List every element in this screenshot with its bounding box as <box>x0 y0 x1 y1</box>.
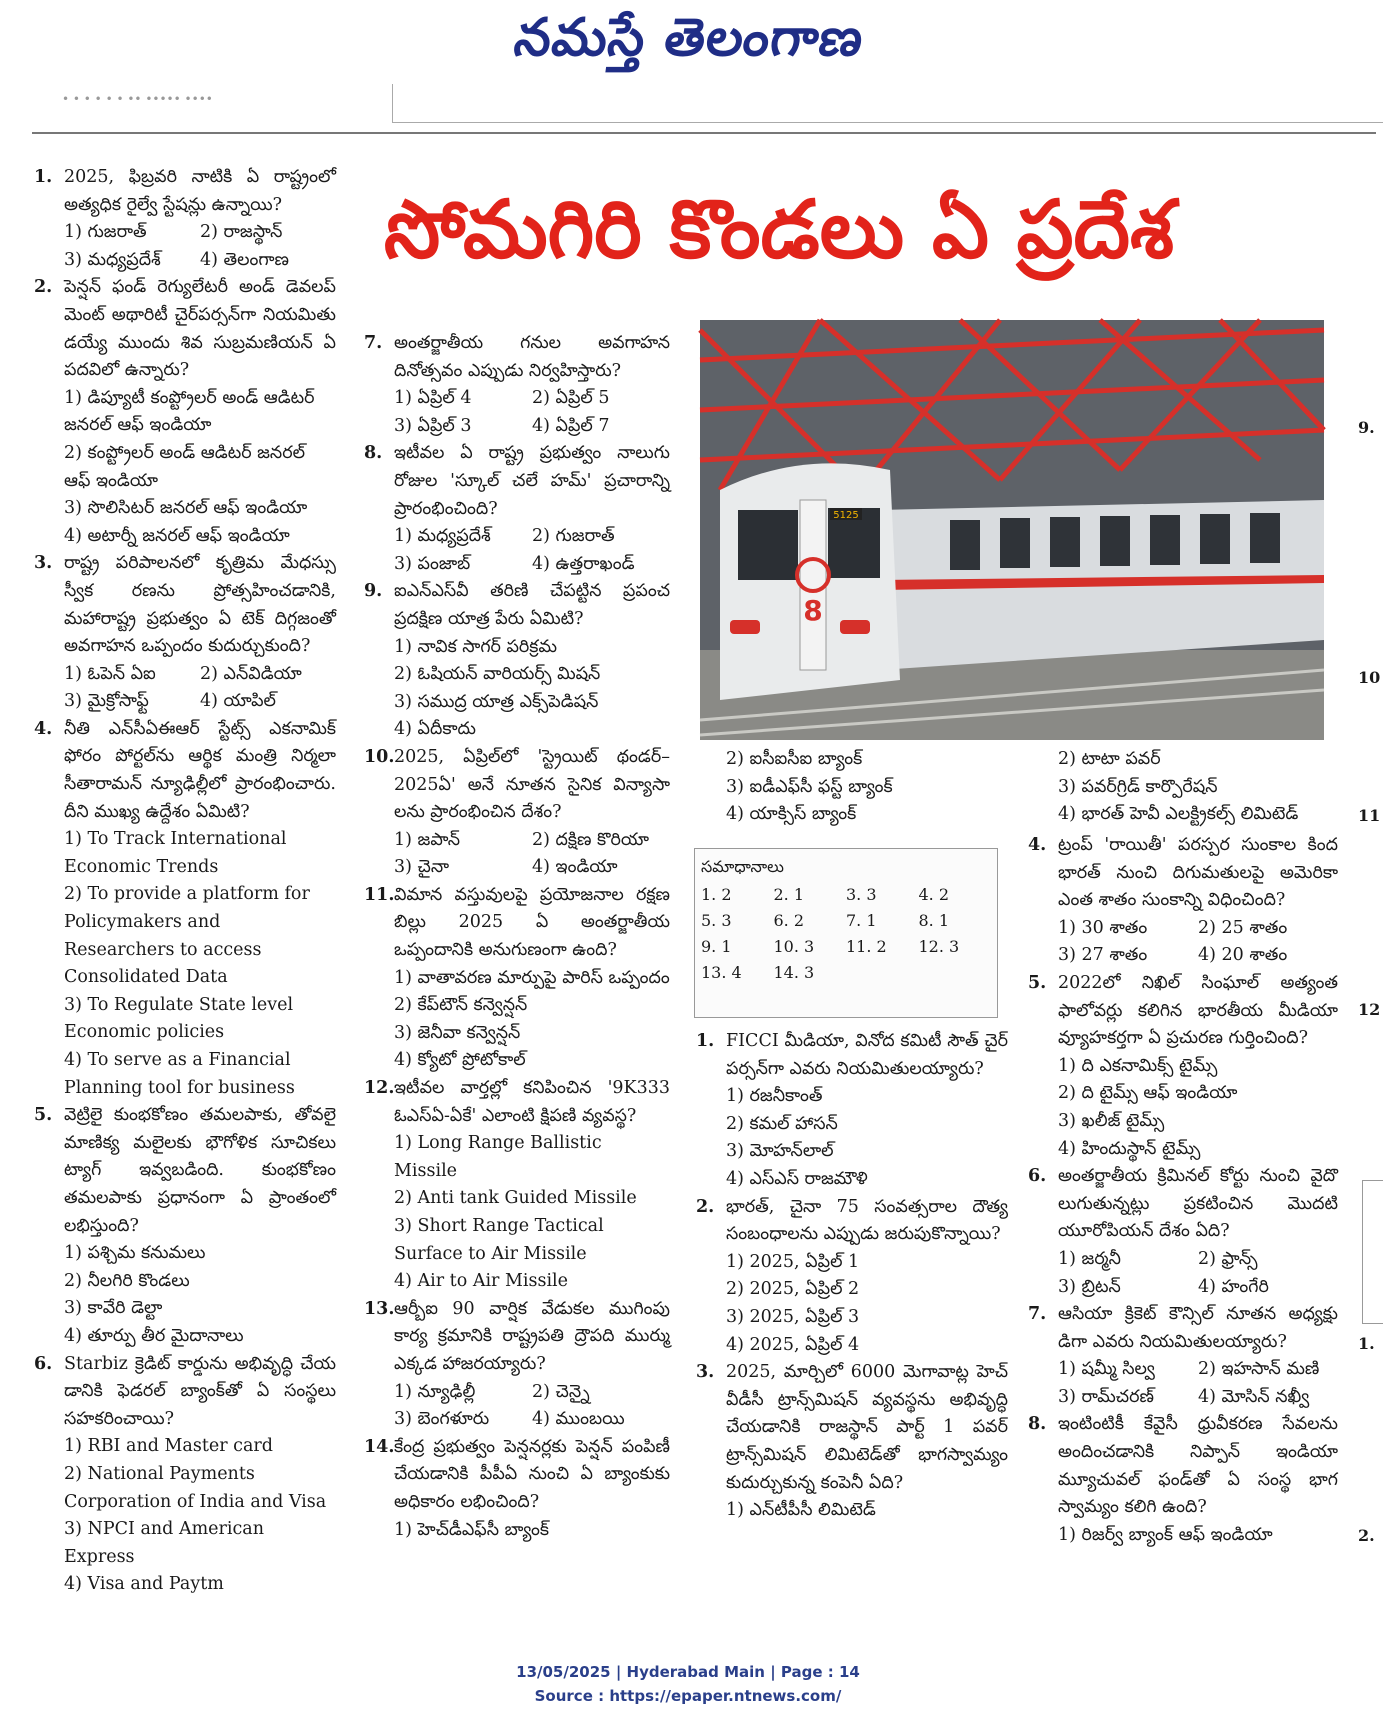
option: 2) 2025, ఏప్రిల్ 2 <box>726 1279 860 1300</box>
question-text: పెన్షన్ ఫండ్ రెగ్యులేటరీ అండ్ డెవలప్ మెంట్ అథారిటీ చైర్‌పర్సన్‌గా నియమితు డయ్యే ముందు శివ సుబ్రమణియన్ ఏ పదవిలో ఉన్నారు? <box>64 277 336 381</box>
question-item <box>1028 970 1338 1163</box>
option: 1) Long Range Ballistic Missile <box>394 1133 602 1181</box>
option: 1) రజనీకాంత్ <box>726 1086 823 1107</box>
option-row <box>64 661 336 689</box>
question-item <box>1028 1301 1338 1411</box>
option-row <box>394 827 670 855</box>
option: 3) బ్రిటన్ <box>1058 1276 1121 1297</box>
column-4-continuation <box>1058 746 1338 829</box>
options <box>696 1497 1008 1525</box>
header-rule <box>32 132 1376 134</box>
question-row <box>696 1028 1008 1083</box>
option: 4) క్యోటో ప్రోటోకాల్ <box>394 1050 526 1071</box>
question-row <box>34 1102 336 1240</box>
option: 4) 20 శాతం <box>1198 945 1288 966</box>
question-number: 1. <box>696 1031 715 1051</box>
option: 1) ది ఎకనామిక్స్ టైమ్స్ <box>1058 1055 1218 1076</box>
question-text: నీతి ఎన్‌సీఏఈఆర్ స్టేట్స్ ఎకనామిక్ ఫోరం పోర్టల్‌ను ఆర్థిక మంత్రి నిర్మలా సీతారామన్ న్యూఢిల్లీలో ప్రారంభించారు. దీని ముఖ్య ఉద్దేశం ఏమిటి? <box>64 718 336 822</box>
question-row <box>364 1075 670 1130</box>
train-display-code: 5125 <box>833 510 859 521</box>
option-row <box>64 219 336 247</box>
edge-box <box>1362 1180 1383 1324</box>
question-number: 2. <box>696 1196 715 1217</box>
option: 3) సొలిసిటర్ జనరల్ ఆఫ్ ఇండియా <box>64 498 308 519</box>
option: 4) ఏప్రిల్ 7 <box>532 415 610 436</box>
question-text: 2025, మార్చిలో 6000 మెగావాట్ల హెచ్ వీడీసీ ట్రాన్స్‌మిషన్ వ్యవస్థను అభివృద్ధి చేయడానికి రాజస్థాన్ పార్ట్ 1 పవర్ ట్రాన్స్‌మిషన్ లిమిటెడ్‌తో భాగస్వామ్యం కుదుర్చుకున్న కంపెనీ ఏది? <box>726 1362 1008 1493</box>
answer-item: 4. 2 <box>918 885 950 904</box>
train-number: 8 <box>803 594 823 627</box>
option: 3) కావేరి డెల్టా <box>64 1298 163 1319</box>
option: 4) ఏదీకాదు <box>394 719 476 740</box>
question-text: ట్రంప్ 'రాయితీ' పరస్పర సుంకాల కింద భారత్ నుంచి దిగుమతులపై అమెరికా ఎంత శాతం సుంకాన్ని విధించింది? <box>1058 835 1338 911</box>
question-text: అంతర్జాతీయ క్రిమినల్ కోర్టు నుంచి వైదొ లుగుతున్నట్లు ప్రకటించిన మొదటి యూరోపియన్ దేశం ఏది? <box>1058 1166 1338 1242</box>
question-text: FICCI మీడియా, వినోద కమిటీ సౌత్ చైర్ పర్సన్‌గా ఎవరు నియమితులయ్యారు? <box>726 1031 1008 1079</box>
option: 1) వాతావరణ మార్పుపై పారిస్ ఒప్పందం <box>394 967 670 988</box>
question-number: 4. <box>34 718 53 739</box>
answer-item: 13. 4 <box>701 963 742 982</box>
column-3 <box>696 1028 1008 1525</box>
option-row <box>394 551 670 579</box>
option: 1) ఏప్రిల్ 4 <box>394 388 472 409</box>
option: 4) హంగేరి <box>1198 1276 1269 1297</box>
option: 3) 27 శాతం <box>1058 945 1148 966</box>
options <box>34 661 336 716</box>
column-1 <box>34 164 336 1599</box>
question-row <box>364 330 670 385</box>
option: 3) మైక్రోసాఫ్ట్ <box>64 691 149 712</box>
option: 4) యాపిల్ <box>200 691 276 712</box>
option-row <box>394 854 670 882</box>
answer-item: 7. 1 <box>846 911 877 930</box>
question-text: ఆర్బీఐ 90 వార్షిక వేడుకల ముగింపు కార్య క్రమానికి రాష్ట్రపతి ద్రౌపది ముర్ము ఎక్కడ హాజరయ్యారు? <box>394 1298 670 1374</box>
question-item <box>34 164 336 274</box>
question-text: 2022లో నిఖిల్ సింఘాల్ అత్యంత ఫాలోవర్లు కలిగిన భారతీయ మీడియా వ్యూహకర్తగా ఏ ప్రచురణ గుర్తించింది? <box>1058 972 1338 1049</box>
option: 2) ఎన్‌విడియా <box>200 663 302 684</box>
question-row <box>1028 1411 1338 1521</box>
question-row <box>364 1434 670 1517</box>
edge-number: 12 <box>1358 1000 1381 1019</box>
options <box>1028 1053 1338 1163</box>
question-row <box>1028 1163 1338 1246</box>
option: 1) To Track International Economic Trends <box>64 829 287 877</box>
option-row <box>394 385 670 413</box>
option: 1) 30 శాతం <box>1058 917 1148 938</box>
column-2 <box>364 330 670 1544</box>
answer-item: 12. 3 <box>918 937 960 956</box>
option: 3) మోహన్‌లాల్ <box>726 1141 834 1162</box>
options <box>364 523 670 578</box>
options <box>34 385 336 551</box>
question-item <box>696 1028 1008 1194</box>
option: 4) 2025, ఏప్రిల్ 4 <box>726 1334 860 1355</box>
option: 4) ఉత్తరాఖండ్ <box>532 553 635 574</box>
option: 3) Short Range Tactical Surface to Air Missile <box>394 1216 604 1264</box>
option: 2) దక్షిణ కొరియా <box>532 829 650 850</box>
option: 4) మోసిన్ నఖ్వీ <box>1198 1386 1310 1407</box>
option: 2) నీలగిరి కొండలు <box>64 1270 190 1291</box>
option: 1) మధ్యప్రదేశ్ <box>394 526 491 547</box>
option-row <box>394 413 670 441</box>
options <box>364 385 670 440</box>
question-row <box>34 164 336 219</box>
question-row <box>364 440 670 523</box>
footer <box>0 1660 1376 1708</box>
option: 1) RBI and Master card <box>64 1436 273 1457</box>
option-row <box>1058 1274 1338 1302</box>
option-row <box>1058 1384 1338 1412</box>
question-item <box>696 1194 1008 1360</box>
column-3-continuation <box>726 746 1006 829</box>
question-number: 11. <box>364 884 395 905</box>
option: 1) డిప్యూటీ కంప్ట్రోలర్ అండ్ ఆడిటర్ జనరల్ ఆఫ్ ఇండియా <box>64 387 315 436</box>
option: 4) భారత్ హెవీ ఎలక్ట్రికల్స్ లిమిటెడ్ <box>1058 804 1299 825</box>
question-row <box>1028 832 1338 915</box>
answer-item: 9. 1 <box>701 937 732 956</box>
options <box>364 965 670 1075</box>
answer-item: 5. 3 <box>701 911 732 930</box>
option: 4) యాక్సిస్ బ్యాంక్ <box>726 804 857 825</box>
option-row <box>1058 1246 1338 1274</box>
answers-box <box>694 848 998 1018</box>
answer-item: 2. 1 <box>773 885 805 904</box>
question-row <box>696 1194 1008 1249</box>
options <box>364 1517 670 1545</box>
option: 3) పంజాబ్ <box>394 553 471 574</box>
question-text: కేంద్ర ప్రభుత్వం పెన్షనర్లకు పెన్షన్ పంపిణీ చేయడానికి పీపీఏ నుంచి ఏ బ్యాంకుకు అధికారం లభించింది? <box>394 1436 670 1512</box>
edge-number: 1. <box>1358 1334 1375 1353</box>
option: 4) తూర్పు తీర మైదానాలు <box>64 1325 244 1346</box>
question-number: 6. <box>34 1353 53 1374</box>
option: 2) Anti tank Guided Missile <box>394 1188 637 1209</box>
option: 1) హెచ్‌డీఎఫ్‌సీ బ్యాంక్ <box>394 1519 549 1540</box>
option: 4) ఇండియా <box>532 857 618 878</box>
option: 2) 25 శాతం <box>1198 917 1288 938</box>
question-item <box>1028 1163 1338 1301</box>
question-number: 2. <box>34 277 53 298</box>
question-row <box>34 1351 336 1434</box>
option: 3) ఏప్రిల్ 3 <box>394 415 472 436</box>
option: 3) చైనా <box>394 857 450 878</box>
option-row <box>394 523 670 551</box>
option: 3) పవర్‌గ్రిడ్ కార్పొరేషన్ <box>1058 776 1218 797</box>
option: 3) మధ్యప్రదేశ్ <box>64 249 161 270</box>
question-item <box>364 578 670 744</box>
option: 4) ముంబయి <box>532 1409 625 1430</box>
question-item <box>364 440 670 578</box>
answer-item: 14. 3 <box>773 963 815 982</box>
option: 2) ఇహసాన్ మణి <box>1198 1359 1320 1380</box>
question-text: ఇటీవల ఏ రాష్ట్ర ప్రభుత్వం నాలుగు రోజుల 'స్కూల్ చలే హమ్' ప్రచారాన్ని ప్రారంభించింది? <box>394 443 670 519</box>
question-item <box>1028 832 1338 970</box>
options <box>696 1083 1008 1193</box>
question-number: 3. <box>34 553 53 574</box>
question-item <box>364 1075 670 1296</box>
question-row <box>1028 1301 1338 1356</box>
option: 4) అటార్నీ జనరల్ ఆఫ్ ఇండియా <box>64 525 290 546</box>
question-number: 8. <box>364 443 383 464</box>
option: 1) నావిక సాగర్ పరిక్రమ <box>394 636 557 657</box>
question-number: 7. <box>1028 1304 1047 1325</box>
edge-number: 2. <box>1358 1526 1375 1545</box>
question-item <box>364 744 670 882</box>
question-item <box>364 1434 670 1544</box>
question-text: ఇంటింటికీ కేవైసీ ధ్రువీకరణ సేవలను అందించడానికి నిప్పాన్ ఇండియా మ్యూచువల్ ఫండ్‌తో ఏ సంస్థ భాగ స్వామ్యం కలిగి ఉంది? <box>1058 1414 1338 1518</box>
option: 1) జర్మనీ <box>1058 1248 1121 1269</box>
options <box>364 827 670 882</box>
option: 3) రామ్‌చరణ్ <box>1058 1386 1154 1407</box>
answer-item: 1. 2 <box>701 885 732 904</box>
option: 1) రిజర్వ్ బ్యాంక్ ఆఫ్ ఇండియా <box>1058 1524 1273 1545</box>
option: 2) ఫ్రాన్స్ <box>1198 1248 1258 1269</box>
column-4 <box>1028 832 1338 1549</box>
answer-item: 11. 2 <box>846 937 887 956</box>
options <box>34 219 336 274</box>
option: 4) Visa and Paytm <box>64 1574 224 1595</box>
option-row <box>1058 1356 1338 1384</box>
footer-edition-line: 13/05/2025 | Hyderabad Main | Page : 14 <box>516 1663 860 1681</box>
question-number: 7. <box>364 333 383 353</box>
question-text: 2025, ఏప్రిల్‌లో 'స్ట్రెయిట్ థండర్–2025ఏ' అనే నూతన సైనిక విన్యాసా లను ప్రారంభించిన దేశం? <box>394 746 670 823</box>
question-number: 12. <box>364 1078 395 1099</box>
answer-item: 8. 1 <box>918 911 950 930</box>
option-row <box>394 1406 670 1434</box>
metro-train-illustration <box>700 320 1324 740</box>
question-row <box>34 274 336 384</box>
question-text: భారత్, చైనా 75 సంవత్సరాల దౌత్య సంబంధాలను ఎప్పుడు జరుపుకొన్నాయి? <box>726 1196 1008 1245</box>
option-row <box>394 1379 670 1407</box>
question-text: ఆసియా క్రికెట్ కౌన్సిల్ నూతన అధ్యక్షు డిగా ఎవరు నియమితులయ్యారు? <box>1058 1304 1338 1352</box>
masthead-strip-text: • • • • • • •• ••••• •••• <box>62 92 213 106</box>
options <box>1028 1356 1338 1411</box>
question-row <box>696 1359 1008 1497</box>
question-text: 2025, ఫిబ్రవరి నాటికి ఏ రాష్ట్రంలో అత్యధిక రైల్వే స్టేషన్లు ఉన్నాయి? <box>64 167 336 215</box>
question-item <box>34 550 336 716</box>
option: 4) ఎస్ఎస్ రాజమౌళి <box>726 1168 868 1189</box>
question-row <box>364 882 670 965</box>
question-row <box>34 716 336 826</box>
option: 2) కంప్ట్రోలర్ అండ్ ఆడిటర్ జనరల్ ఆఫ్ ఇండియా <box>64 442 306 491</box>
question-text: ఐఎన్ఎస్‌వీ తరిణి చేపట్టిన ప్రపంచ ప్రదక్షిణ యాత్ర పేరు ఏమిటి? <box>394 581 670 629</box>
question-row <box>1028 970 1338 1053</box>
options <box>34 1433 336 1599</box>
option: 4) Air to Air Missile <box>394 1271 569 1292</box>
options <box>364 634 670 744</box>
option: 1) ఎన్‌టీపీసీ లిమిటెడ్ <box>726 1500 876 1521</box>
question-text: రాష్ట్ర పరిపాలనలో కృత్రిమ మేధస్సు స్వీక రణను ప్రోత్సహించడానికి, మహారాష్ట్ర ప్రభుత్వం ఏ టెక్ దిగ్గజంతో అవగాహన ఒప్పందం కుదుర్చుకుంది? <box>64 553 336 657</box>
question-item <box>364 330 670 440</box>
question-text: ఇటీవల వార్తల్లో కనిపించిన '9K333 ఓఎస్ఏ-ఏకే' ఎలాంటి క్షిపణి వ్యవస్థ? <box>394 1078 670 1126</box>
option: 3) ఖలీజ్ టైమ్స్ <box>1058 1110 1165 1131</box>
question-item <box>34 716 336 1102</box>
metro-train-photo <box>700 320 1324 740</box>
edge-number: 11 <box>1358 806 1381 825</box>
option-row <box>1058 915 1338 943</box>
options <box>1028 915 1338 970</box>
option: 2) టాటా పవర్ <box>1058 749 1161 769</box>
option: 2) రాజస్థాన్ <box>200 222 283 243</box>
question-row <box>364 744 670 827</box>
masthead-box <box>392 84 1383 123</box>
options <box>34 1240 336 1350</box>
question-item <box>34 274 336 550</box>
option: 2) ఓషియన్ వారియర్స్ మిషన్ <box>394 664 601 685</box>
footer-source-line: Source : https://epaper.ntnews.com/ <box>534 1687 842 1705</box>
option: 4) హిందుస్థాన్ టైమ్స్ <box>1058 1138 1201 1159</box>
option: 1) న్యూఢిల్లీ <box>394 1381 476 1402</box>
question-number: 1. <box>34 167 53 187</box>
answer-item: 10. 3 <box>773 937 815 956</box>
answer-item: 6. 2 <box>773 911 805 930</box>
options <box>1028 1246 1338 1301</box>
question-number: 3. <box>696 1362 715 1383</box>
question-item <box>34 1351 336 1599</box>
options <box>34 826 336 1102</box>
answers-grid <box>701 885 991 982</box>
question-item <box>1028 1411 1338 1549</box>
options <box>1028 1522 1338 1550</box>
question-row <box>34 550 336 660</box>
option: 2) ఐసీఐసీఐ బ్యాంక్ <box>726 749 863 769</box>
question-number: 10. <box>364 746 395 767</box>
question-row <box>364 578 670 633</box>
option: 3) 2025, ఏప్రిల్ 3 <box>726 1306 860 1327</box>
edge-number: 9. <box>1358 418 1375 437</box>
option: 4) To serve as a Financial Planning tool for business <box>64 1050 295 1098</box>
masthead <box>0 0 1376 80</box>
question-number: 14. <box>364 1436 395 1457</box>
question-number: 5. <box>1028 972 1047 993</box>
edge-number: 10 <box>1358 668 1381 687</box>
option: 3) జెనీవా కన్వెన్షన్ <box>394 1022 521 1043</box>
newspaper-logo: నమస్తే తెలంగాణ <box>510 8 868 68</box>
question-number: 13. <box>364 1298 395 1319</box>
option: 2) To provide a platform for Policymakers and Researchers to access Consolidated Data <box>64 884 310 988</box>
question-number: 5. <box>34 1105 53 1126</box>
option: 1) 2025, ఏప్రిల్ 1 <box>726 1251 860 1272</box>
question-text: Starbiz క్రెడిట్ కార్డును అభివృద్ధి చేయ డానికి ఫెడరల్ బ్యాంక్‌తో ఏ సంస్థలు సహకరించాయి? <box>64 1353 336 1429</box>
option: 1) జపాన్ <box>394 829 461 850</box>
question-item <box>364 1296 670 1434</box>
question-number: 8. <box>1028 1414 1047 1435</box>
option: 1) షమ్మీ సిల్వ <box>1058 1359 1155 1380</box>
option: 2) చెన్నై <box>532 1381 590 1402</box>
option: 1) గుజరాత్ <box>64 222 147 243</box>
question-item <box>696 1359 1008 1525</box>
question-number: 4. <box>1028 835 1047 855</box>
option-row <box>64 247 336 275</box>
question-item <box>34 1102 336 1350</box>
question-item <box>364 882 670 1075</box>
option: 2) గుజరాత్ <box>532 526 615 547</box>
option: 3) బెంగళూరు <box>394 1409 490 1430</box>
options <box>364 1130 670 1296</box>
question-text: విమాన వస్తువులపై ప్రయోజనాల రక్షణ బిల్లు 2025 ఏ అంతర్జాతీయ ఒప్పందానికి అనుగుణంగా ఉంది? <box>394 884 670 961</box>
option: 4) తెలంగాణ <box>200 249 289 270</box>
headline: సోమగిరి కొండలు ఏ ప్రదేశ <box>384 183 1175 276</box>
option: 2) కమల్ హాసన్ <box>726 1113 838 1134</box>
option: 3) సముద్ర యాత్ర ఎక్స్‌పెడిషన్ <box>394 691 599 712</box>
answer-item: 3. 3 <box>846 885 877 904</box>
option: 2) ఏప్రిల్ 5 <box>532 388 610 409</box>
question-number: 6. <box>1028 1166 1047 1187</box>
question-text: వెట్రిలై కుంభకోణం తమలపాకు, తోవలై మాణిక్య మలైలకు భౌగోళిక సూచికలు ట్యాగ్ ఇవ్వబడింది. కుంభకోణం తమలపాకు ప్రధానంగా ఏ ప్రాంతంలో లభిస్తుంది? <box>64 1105 336 1236</box>
option: 1) పశ్చిమ కనుమలు <box>64 1243 206 1264</box>
option: 2) ది టైమ్స్ ఆఫ్ ఇండియా <box>1058 1083 1238 1104</box>
option: 3) To Regulate State level Economic policies <box>64 994 294 1043</box>
option: 3) ఐడీఎఫ్‌సీ ఫస్ట్ బ్యాంక్ <box>726 776 893 797</box>
answers-heading: సమాధానాలు <box>701 857 784 876</box>
option: 2) National Payments Corporation of India and Visa <box>64 1463 327 1512</box>
option: 1) ఓపెన్ ఏఐ <box>64 663 156 684</box>
options <box>696 1249 1008 1359</box>
options <box>364 1379 670 1434</box>
option: 2) కేప్‌టౌన్ కన్వెన్షన్ <box>394 995 528 1016</box>
question-text: అంతర్జాతీయ గనుల అవగాహన దినోత్సవం ఎప్పుడు నిర్వహిస్తారు? <box>394 333 670 381</box>
option-row <box>1058 942 1338 970</box>
option: 3) NPCI and American Express <box>64 1519 265 1567</box>
question-number: 9. <box>364 581 383 602</box>
question-row <box>364 1296 670 1379</box>
option-row <box>64 688 336 716</box>
